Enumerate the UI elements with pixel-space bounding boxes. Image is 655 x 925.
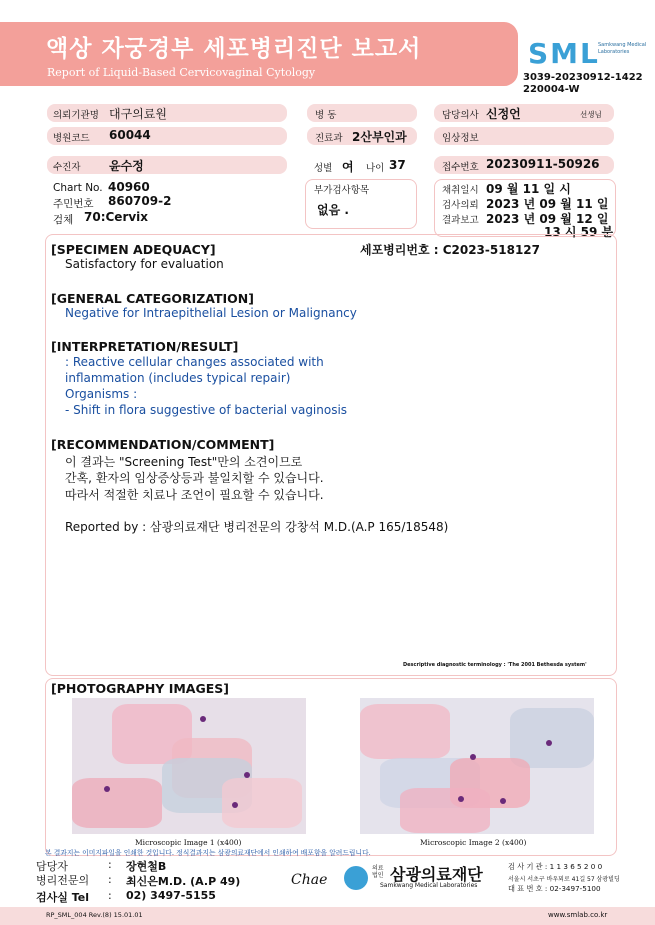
- chart-label: Chart No.: [53, 182, 103, 194]
- photos-heading: [PHOTOGRAPHY IMAGES]: [51, 681, 229, 696]
- website: www.smlab.co.kr: [548, 911, 608, 919]
- result-label: 결과보고: [442, 215, 479, 226]
- patient-field: [47, 156, 287, 174]
- pathologist-label: 병리전문의: [36, 874, 90, 887]
- age-value: 37: [389, 158, 406, 172]
- general-heading: [GENERAL CATEGORIZATION]: [51, 291, 254, 306]
- ward-label: 병 동: [315, 110, 337, 121]
- recommendation-line2: 간혹, 환자의 임상증상등과 불일치할 수 있습니다.: [65, 471, 324, 485]
- nucleus: [104, 786, 110, 792]
- org-info-line3: 대 표 번 호 : 02-3497-5100: [508, 884, 601, 893]
- image2-caption: Microscopic Image 2 (x400): [420, 838, 527, 847]
- recommendation-line3: 따라서 적절한 치료나 조언이 필요할 수 있습니다.: [65, 488, 324, 502]
- dept-label: 진료과: [315, 133, 343, 144]
- interpretation-line2: inflammation (includes typical repair): [65, 371, 291, 385]
- microscopic-image-2: [360, 698, 594, 834]
- interpretation-line1: : Reactive cellular changes associated with: [65, 355, 324, 369]
- cytology-number: 세포병리번호 : C2023-518127: [360, 243, 540, 257]
- interpretation-line4: - Shift in flora suggestive of bacterial vaginosis: [65, 403, 348, 417]
- terminology-note: Descriptive diagnostic terminology : 'The 2001 Bethesda system': [403, 662, 587, 668]
- interpretation-heading: [INTERPRETATION/RESULT]: [51, 339, 239, 354]
- request-value: 2023 년 09 월 11 일: [486, 197, 609, 211]
- request-label: 검사의뢰: [442, 200, 479, 211]
- reported-by: Reported by : 삼광의료재단 병리전문의 강창석 M.D.(A.P 165/18548): [65, 520, 449, 534]
- nucleus: [244, 772, 250, 778]
- clinical-label: 임상정보: [442, 133, 479, 144]
- report-title: 액상 자궁경부 세포병리진단 보고서: [46, 36, 422, 62]
- nucleus: [232, 802, 238, 808]
- sml-logo: SML: [528, 37, 600, 70]
- nucleus: [546, 740, 552, 746]
- extra-label: 부가검사항목: [314, 185, 370, 196]
- hospital-label: 의뢰기관명: [53, 110, 99, 121]
- sml-logo-subtitle: Samkwang Medical Laboratories: [598, 42, 647, 55]
- nucleus: [458, 796, 464, 802]
- hospcode-value: 60044: [109, 128, 151, 142]
- org-info-line1: 검 사 기 관 : 1 1 3 6 5 2 0 0: [508, 862, 603, 871]
- nucleus: [500, 798, 506, 804]
- doctor-value: 신정언: [486, 107, 521, 121]
- manager-value: 장현철B: [126, 860, 167, 873]
- signature: Chae: [291, 872, 328, 888]
- manager-sep: :: [108, 858, 112, 871]
- patient-value: 윤수정: [109, 159, 144, 173]
- nucleus: [470, 754, 476, 760]
- tel-sep: :: [108, 889, 112, 902]
- dept-value: 2산부인과: [352, 130, 407, 144]
- doctor-suffix: 선생님: [580, 110, 602, 119]
- org-logo-icon: [344, 866, 368, 890]
- extra-value: 없음 .: [317, 203, 349, 217]
- report-code-line2: 220004-W: [523, 84, 580, 95]
- org-small-label: 의료 법인: [372, 865, 384, 879]
- report-code-line1: 3039-20230912-1422: [523, 72, 643, 83]
- adequacy-text: Satisfactory for evaluation: [65, 257, 224, 271]
- general-text: Negative for Intraepithelial Lesion or Malignancy: [65, 306, 357, 320]
- tel-label: 검사실 Tel: [36, 891, 89, 904]
- chart-value: 40960: [108, 180, 150, 194]
- tel-value: 02) 3497-5155: [126, 889, 216, 902]
- cell: [400, 788, 490, 833]
- collect-label: 채취일시: [442, 185, 479, 196]
- cell: [360, 704, 450, 759]
- result-value: 2023 년 09 월 12 일: [486, 212, 609, 226]
- org-name: 삼광의료재단: [390, 865, 483, 884]
- rrn-label: 주민번호: [53, 198, 94, 210]
- doctor-label: 담당의사: [442, 110, 479, 121]
- receipt-label: 접수번호: [442, 162, 479, 173]
- test-label: 검체: [53, 214, 74, 226]
- recommendation-heading: [RECOMMENDATION/COMMENT]: [51, 437, 275, 452]
- org-info-line2: 서울시 서초구 바우뫼로 41길 57 삼광빌딩: [508, 876, 620, 883]
- interpretation-line3: Organisms :: [65, 387, 138, 401]
- image1-caption: Microscopic Image 1 (x400): [135, 838, 242, 847]
- recommendation-line1: 이 결과는 "Screening Test"만의 소견이므로: [65, 455, 303, 469]
- hospcode-label: 병원코드: [53, 133, 90, 144]
- collect-value: 09 월 11 일 시: [486, 182, 571, 196]
- report-subtitle: Report of Liquid-Based Cervicovaginal Cytology: [47, 66, 316, 79]
- result-time: 13 시 59 분: [544, 225, 614, 239]
- age-label: 나이: [366, 163, 385, 174]
- report-code: [523, 72, 643, 96]
- form-number: RP_SML_004 Rev.(8) 15.01.01: [46, 911, 143, 919]
- pathologist-value: 최신은M.D. (A.P 49): [126, 875, 241, 888]
- nucleus: [200, 716, 206, 722]
- receipt-value: 20230911-50926: [486, 157, 600, 171]
- test-value: 70:Cervix: [84, 210, 149, 224]
- rrn-value: 860709-2: [108, 194, 172, 208]
- sex-value: 여: [342, 160, 354, 174]
- microscopic-image-1: [72, 698, 306, 834]
- cell: [72, 778, 162, 828]
- footer-notice: 본 결과지는 이미지파일을 인쇄한 것입니다. 정식결과지는 삼광의료재단에서 인쇄하여 배포함을 알려드립니다.: [45, 849, 371, 857]
- org-name-en: Samkwang Medical Laboratories: [380, 882, 478, 889]
- adequacy-heading: [SPECIMEN ADEQUACY]: [51, 242, 216, 257]
- hospital-value: 대구의료원: [109, 107, 167, 121]
- patient-label: 수진자: [53, 162, 81, 173]
- manager-label: 담당자: [36, 860, 68, 873]
- sex-label: 성별: [314, 163, 333, 174]
- pathologist-sep: :: [108, 873, 112, 886]
